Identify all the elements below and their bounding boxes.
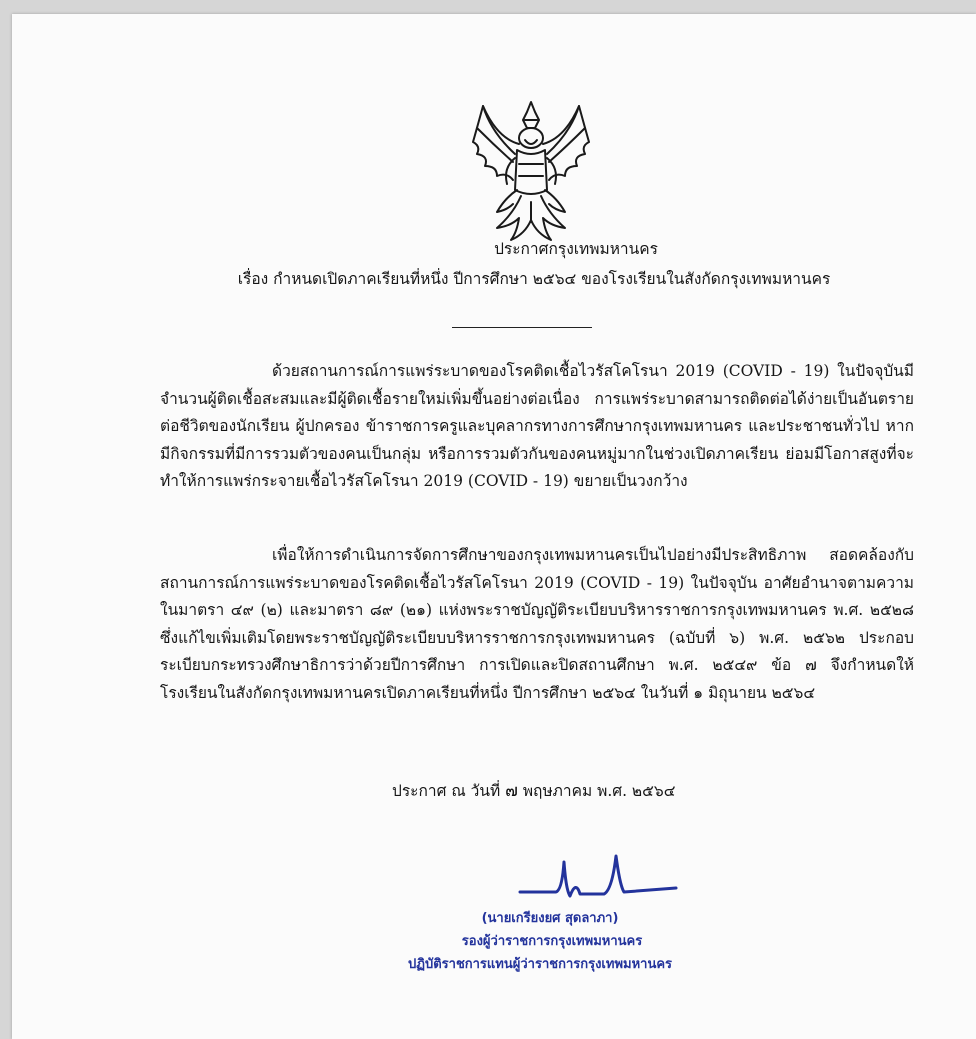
handwritten-signature [512,850,680,910]
signatory-position: รองผู้ว่าราชการกรุงเทพมหานคร [461,934,643,949]
dateline-day-handwritten: ๗ [505,781,518,801]
signatory-name: (นายเกรียงยศ สุดลาภา) [481,911,619,926]
announcement-dateline [392,777,675,804]
garuda-emblem-icon [467,98,595,246]
body-paragraph-2: เพื่อให้การดำเนินการจัดการศึกษาของกรุงเทพมหานครเป็นไปอย่างมีประสิทธิภาพ สอดคล้องกับสถานการณ์การแพร่ระบาดของโรคติดเชื้อไวรัสโคโรนา 2019 (COVID - 19) ในปัจจุบัน อาศัยอำนาจตามความในมาตรา ๔๙ (๒) และมาตรา ๘๙ (๒๑) แห่งพระราชบัญญัติระเบียบบริหารราชการกรุงเทพมหานคร พ.ศ. ๒๕๒๘ ซึ่งแก้ไขเพิ่มเติมโดยพระราชบัญญัติระเบียบบริหารราชการกรุงเทพมหานคร (ฉบับที่ ๖) พ.ศ. ๒๕๖๒ ประกอบระเบียบกระทรวงศึกษาธิการว่าด้วยปีการศึกษา การเปิดและปิดสถานศึกษา พ.ศ. ๒๕๔๙ ข้อ ๗ จึงกำหนดให้โรงเรียนในสังกัดกรุงเทพมหานครเปิดภาคเรียนที่หนึ่ง ปีการศึกษา ๒๕๖๔ ในวันที่ ๑ มิถุนายน ๒๕๖๔ [160,546,914,702]
document-page [12,14,976,1039]
signatory-acting-for: ปฏิบัติราชการแทนผู้ว่าราชการกรุงเทพมหานคร [407,957,673,972]
announcement-subject: เรื่อง กำหนดเปิดภาคเรียนที่หนึ่ง ปีการศึกษา ๒๕๖๔ ของโรงเรียนในสังกัดกรุงเทพมหานคร [237,270,831,288]
dateline-prefix: ประกาศ ณ วันที่ [392,782,501,800]
heading-divider [452,327,592,328]
body-paragraph-1: ด้วยสถานการณ์การแพร่ระบาดของโรคติดเชื้อไวรัสโคโรนา 2019 (COVID - 19) ในปัจจุบันมีจำนวนผู้ติดเชื้อสะสมและมีผู้ติดเชื้อรายใหม่เพิ่มขึ้นอย่างต่อเนื่อง การแพร่ระบาดสามารถติดต่อได้ง่ายเป็นอันตรายต่อชีวิตของนักเรียน ผู้ปกครอง ข้าราชการครูและบุคลากรทางการศึกษากรุงเทพมหานคร และประชาชนทั่วไป หากมีกิจกรรมที่มีการรวมตัวของคนเป็นกลุ่ม หรือการรวมตัวกันของคนหมู่มากในช่วงเปิดภาคเรียน ย่อมมีโอกาสสูงที่จะทำให้การแพร่กระจายเชื้อไวรัสโคโรนา 2019 (COVID - 19) ขยายเป็นวงกว้าง [160,362,914,490]
announcement-org-title: ประกาศกรุงเทพมหานคร [494,240,658,258]
dateline-suffix: พฤษภาคม พ.ศ. ๒๕๖๔ [522,782,676,800]
